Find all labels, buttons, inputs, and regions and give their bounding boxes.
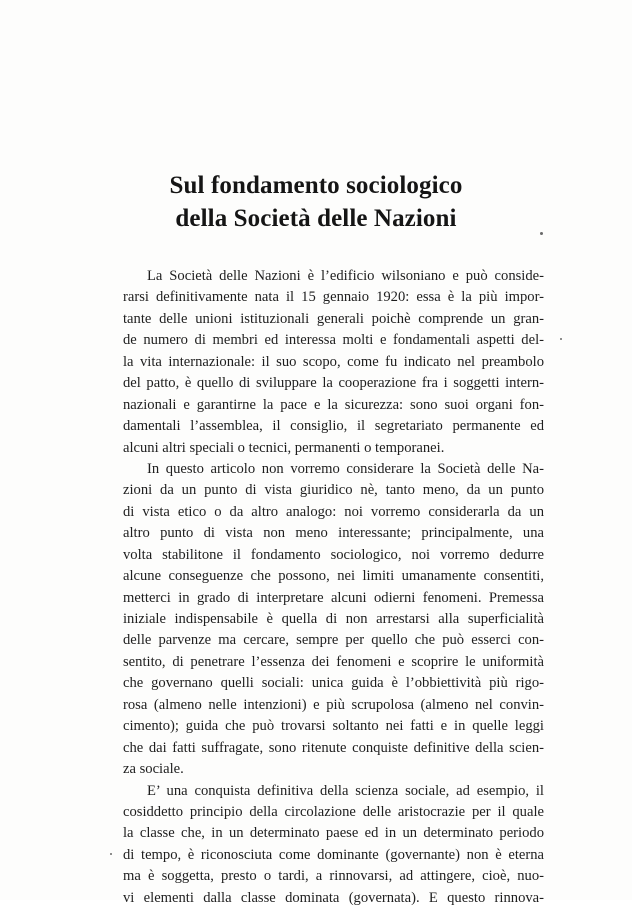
text-line: rosa (almeno nelle intenzioni) e più scrupolosa (almeno nel convin- bbox=[123, 696, 544, 713]
text-line: cosiddetto principio della circolazione delle aristocrazie per il quale bbox=[123, 803, 544, 820]
text-line: alcune conseguenze che possono, nei limiti umanamente consentiti, bbox=[123, 568, 544, 585]
article-title-line-2: della Società delle Nazioni bbox=[175, 205, 457, 232]
text-line: che dai fatti suffragate, sono ritenute conquiste definitive della scien- bbox=[123, 739, 544, 756]
text-line: iniziale indispensabile è quella di non arrestarsi alla superficialità bbox=[123, 611, 544, 627]
text-line: di vista etico o da altro analogo: noi vorremo considerarla da un bbox=[123, 503, 544, 520]
text-line: vi elementi dalla classe dominata (governata). E questo rinnova- bbox=[123, 889, 544, 906]
text-line: la classe che, in un determinato paese ed in un determinato periodo bbox=[123, 825, 544, 842]
text-line: tante delle unioni istituzionali generali poichè comprende un gran- bbox=[123, 310, 544, 327]
text-line: delle parvenze ma cercare, sempre per quello che può esserci con- bbox=[123, 632, 544, 649]
text-line: di tempo, è riconosciuta come dominante (governante) non è eterna bbox=[123, 846, 544, 863]
text-line: altro punto di vista non meno interessante; principalmente, una bbox=[123, 525, 544, 542]
scan-speck bbox=[560, 338, 562, 340]
text-line: sentito, di penetrare l’essenza dei fenomeni e scoprire le uniformità bbox=[123, 653, 544, 670]
scan-speck bbox=[110, 853, 112, 855]
text-line: ma è soggetta, presto o tardi, a rinnovarsi, ad attingere, cioè, nuo- bbox=[123, 868, 544, 885]
text-line: che governano quelli sociali: unica guida è l’obbiettività più rigo- bbox=[123, 675, 544, 692]
text-line: nazionali e garantirne la pace e la sicurezza: sono suoi organi fon- bbox=[123, 396, 544, 413]
text-line: zioni da un punto di vista giuridico nè, tanto meno, da un punto bbox=[123, 482, 544, 499]
text-line: cimento); guida che può trovarsi soltanto nei fatti e in quelle leggi bbox=[123, 718, 544, 735]
text-line: alcuni altri speciali o tecnici, permanenti o temporanei. bbox=[123, 439, 445, 456]
text-line: del patto, è quello di sviluppare la cooperazione fra i soggetti intern- bbox=[123, 375, 544, 392]
scan-speck bbox=[540, 232, 543, 235]
text-line: In questo articolo non vorremo considerare la Società delle Na- bbox=[147, 460, 544, 477]
text-line: de numero di membri ed interessa molti e fondamentali aspetti del- bbox=[123, 332, 544, 349]
text-line: rarsi definitivamente nata il 15 gennaio 1920: essa è la più impor- bbox=[123, 289, 544, 306]
text-line: volta stabilitone il fondamento sociologico, noi vorremo dedurre bbox=[123, 546, 544, 563]
text-line: la vita internazionale: il suo scopo, come fu indicato nel preambolo bbox=[123, 353, 544, 370]
article-title-line-1: Sul fondamento sociologico bbox=[169, 172, 463, 199]
text-line: E’ una conquista definitiva della scienza sociale, ad esempio, il bbox=[147, 782, 544, 799]
text-line: La Società delle Nazioni è l’edificio wilsoniano e può conside- bbox=[147, 268, 544, 284]
text-line: za sociale. bbox=[123, 761, 184, 778]
text-line: metterci in grado di interpretare alcuni odierni fenomeni. Premessa bbox=[123, 589, 544, 606]
article-body bbox=[123, 266, 544, 909]
text-line: damentali l’assemblea, il consiglio, il segretariato permanente ed bbox=[123, 418, 544, 435]
